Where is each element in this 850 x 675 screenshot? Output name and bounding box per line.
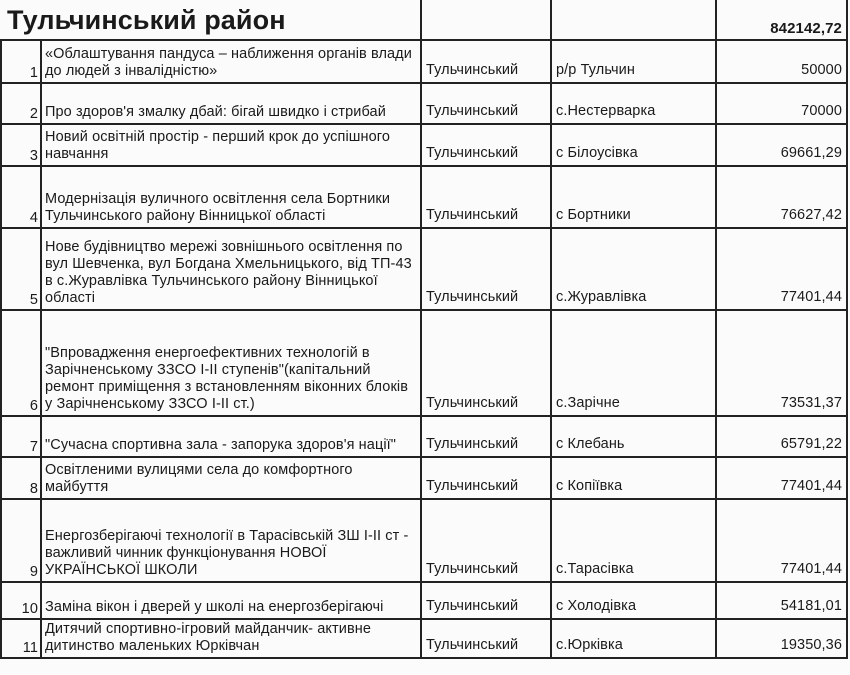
row-number: 5 — [1, 228, 41, 310]
settlement-name: с.Юрківка — [551, 619, 716, 658]
district-name: Тульчинський — [421, 83, 551, 124]
district-name: Тульчинський — [421, 499, 551, 582]
row-number: 8 — [1, 457, 41, 499]
project-name: Освітленими вулицями села до комфортного майбуття — [41, 457, 421, 499]
district-title: Тульчинський район — [1, 0, 421, 40]
project-amount: 77401,44 — [716, 457, 847, 499]
project-name: "Сучасна спортивна зала - запорука здоров'я нації" — [41, 416, 421, 457]
settlement-name: с.Тарасівка — [551, 499, 716, 582]
settlement-name: с.Журавлівка — [551, 228, 716, 310]
table-row — [1, 228, 847, 310]
table-row — [1, 310, 847, 416]
project-amount: 54181,01 — [716, 582, 847, 619]
project-amount: 76627,42 — [716, 166, 847, 228]
settlement-name: с Копіївка — [551, 457, 716, 499]
district-name: Тульчинський — [421, 40, 551, 83]
table-row — [1, 83, 847, 124]
empty-cell — [551, 0, 716, 40]
district-name: Тульчинський — [421, 166, 551, 228]
table-row — [1, 40, 847, 83]
row-number: 6 — [1, 310, 41, 416]
project-amount: 50000 — [716, 40, 847, 83]
row-number: 11 — [1, 619, 41, 658]
settlement-name: с Бортники — [551, 166, 716, 228]
project-name: Енергозберігаючі технології в Тарасівській ЗШ І-ІІ ст - важливий чинник функціонування НОВОЇ УКРАЇНСЬКОЇ ШКОЛИ — [41, 499, 421, 582]
project-name: Новий освітній простір - перший крок до успішного навчання — [41, 124, 421, 166]
row-number: 2 — [1, 83, 41, 124]
project-amount: 77401,44 — [716, 499, 847, 582]
table-row — [1, 124, 847, 166]
empty-cell — [421, 0, 551, 40]
project-amount: 69661,29 — [716, 124, 847, 166]
settlement-name: с.Зарічне — [551, 310, 716, 416]
table-row — [1, 499, 847, 582]
project-amount: 70000 — [716, 83, 847, 124]
settlement-name: с.Нестерварка — [551, 83, 716, 124]
project-amount: 77401,44 — [716, 228, 847, 310]
table-row — [1, 166, 847, 228]
project-name: "Впровадження енергоефективних технологій в Зарічненському ЗЗСО І-ІІ ступенів"(капітальний ремонт приміщення з встановленням віконних блоків у Зарічненському ЗЗСО І-ІІ ст.) — [41, 310, 421, 416]
project-name: Дитячий спортивно-ігровий майданчик- активне дитинство маленьких Юрківчан — [41, 619, 421, 658]
district-name: Тульчинський — [421, 457, 551, 499]
project-name: «Облаштування пандуса – наближення органів влади до людей з інвалідністю» — [41, 40, 421, 83]
district-header-row — [1, 0, 847, 40]
settlement-name: р/р Тульчин — [551, 40, 716, 83]
row-number: 10 — [1, 582, 41, 619]
settlement-name: с Білоусівка — [551, 124, 716, 166]
project-name: Заміна вікон і дверей у школі на енергозберігаючі — [41, 582, 421, 619]
district-name: Тульчинський — [421, 228, 551, 310]
district-name: Тульчинський — [421, 416, 551, 457]
district-name: Тульчинський — [421, 582, 551, 619]
table-row — [1, 619, 847, 658]
project-name: Про здоров'я змалку дбай: бігай швидко і стрибай — [41, 83, 421, 124]
settlement-name: с Клебань — [551, 416, 716, 457]
row-number: 7 — [1, 416, 41, 457]
table-row — [1, 582, 847, 619]
table-row — [1, 457, 847, 499]
project-amount: 19350,36 — [716, 619, 847, 658]
table-row — [1, 416, 847, 457]
project-name: Нове будівництво мережі зовнішнього освітлення по вул Шевченка, вул Богдана Хмельницького, від ТП-43 в с.Журавлівка Тульчинського району Вінницької області — [41, 228, 421, 310]
project-name: Модернізація вуличного освітлення села Бортники Тульчинського району Вінницької області — [41, 166, 421, 228]
district-name: Тульчинський — [421, 124, 551, 166]
project-amount: 73531,37 — [716, 310, 847, 416]
project-amount: 65791,22 — [716, 416, 847, 457]
district-name: Тульчинський — [421, 310, 551, 416]
row-number: 4 — [1, 166, 41, 228]
row-number: 1 — [1, 40, 41, 83]
district-total: 842142,72 — [716, 0, 847, 40]
row-number: 3 — [1, 124, 41, 166]
settlement-name: с Холодівка — [551, 582, 716, 619]
district-name: Тульчинський — [421, 619, 551, 658]
row-number: 9 — [1, 499, 41, 582]
